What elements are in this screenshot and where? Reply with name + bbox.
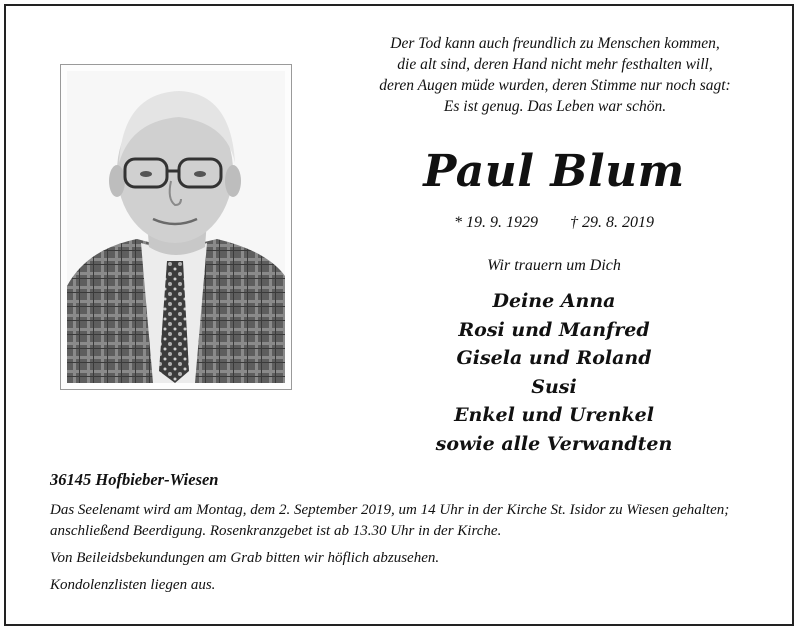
poem-line: die alt sind, deren Hand nicht mehr festhalten will, [397,56,713,73]
family-member: sowie alle Verwandten [435,432,673,455]
death-date: † 29. 8. 2019 [570,214,654,231]
condolence-lists: Kondolenzlisten liegen aus. [50,577,216,593]
birth-date: * 19. 9. 1929 [454,214,538,231]
family-list [354,287,754,458]
deceased-name: Paul Blum [423,146,685,197]
poem-line: Der Tod kann auch freundlich zu Menschen kommen, [390,35,720,52]
condolence-request: Von Beileidsbekundungen am Grab bitten wir höflich abzusehen. [50,550,440,566]
family-member: Gisela und Roland [456,347,652,369]
family-member: Susi [531,375,577,398]
portrait-image [67,71,285,383]
funeral-notice [50,500,770,602]
poem [330,33,780,117]
life-dates [354,214,754,232]
family-member: Enkel und Urenkel [454,404,654,426]
mourning-line: Wir trauern um Dich [487,257,621,274]
family-member: Deine Anna [492,290,616,312]
service-info: Das Seelenamt wird am Montag, dem 2. September 2019, um 14 Uhr in der Kirche St. Isidor zu Wiesen gehalten; anschließend Beerdigung. Rosenkranzgebet ist ab 13.30 Uhr in der Kirche. [50,502,730,539]
portrait-photo [60,64,292,390]
poem-line: deren Augen müde wurden, deren Stimme nur noch sagt: [379,77,731,94]
poem-line: Es ist genug. Das Leben war schön. [443,98,667,115]
family-member: Rosi und Manfred [458,318,650,341]
place-heading: 36145 Hofbieber-Wiesen [50,470,219,489]
